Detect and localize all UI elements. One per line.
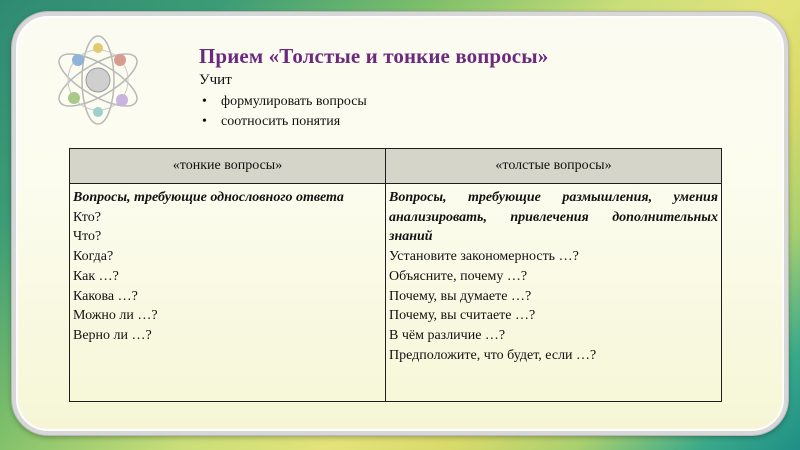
bullet-dot-icon: • <box>202 114 207 129</box>
list-item: Почему, вы думаете …? <box>389 288 532 304</box>
thick-questions-lead: Вопросы, требующие размышления, умения анализировать, привлечения дополнительных знаний <box>389 190 718 245</box>
thin-questions-cell <box>70 184 386 402</box>
thick-questions-cell <box>386 184 722 402</box>
table-header-row <box>70 149 722 184</box>
list-item: Объясните, почему …? <box>389 268 528 284</box>
list-item: Можно ли …? <box>73 308 158 324</box>
atom-emblem-logo <box>38 30 158 130</box>
table-row <box>70 184 722 402</box>
slide-title: Прием «Толстые и тонкие вопросы» <box>199 44 549 68</box>
list-item: Почему, вы считаете …? <box>389 308 536 324</box>
thin-questions-lead: Вопросы, требующие однословного ответа <box>73 190 344 205</box>
list-item: Кто? <box>73 209 101 225</box>
list-item: Какова …? <box>73 288 138 304</box>
questions-table <box>69 148 722 402</box>
list-item: Когда? <box>73 249 114 265</box>
list-item: Что? <box>73 229 102 245</box>
list-item: Верно ли …? <box>73 327 152 343</box>
bullet-item <box>199 112 367 132</box>
list-item: В чём различие …? <box>389 327 506 343</box>
bullet-text: формулировать вопросы <box>221 94 367 109</box>
list-item: Как …? <box>73 268 119 284</box>
list-item: Установите закономерность …? <box>389 249 579 265</box>
bullet-dot-icon: • <box>202 94 207 109</box>
slide-frame <box>12 12 788 435</box>
bullet-item <box>199 92 367 112</box>
bullet-list <box>199 92 367 132</box>
header-thick-questions: «толстые вопросы» <box>386 149 722 184</box>
header-thin-questions: «тонкие вопросы» <box>70 149 386 184</box>
list-item: Предположите, что будет, если …? <box>389 347 597 363</box>
bullet-text: соотносить понятия <box>221 114 341 129</box>
slide-subtitle: Учит <box>199 72 232 88</box>
